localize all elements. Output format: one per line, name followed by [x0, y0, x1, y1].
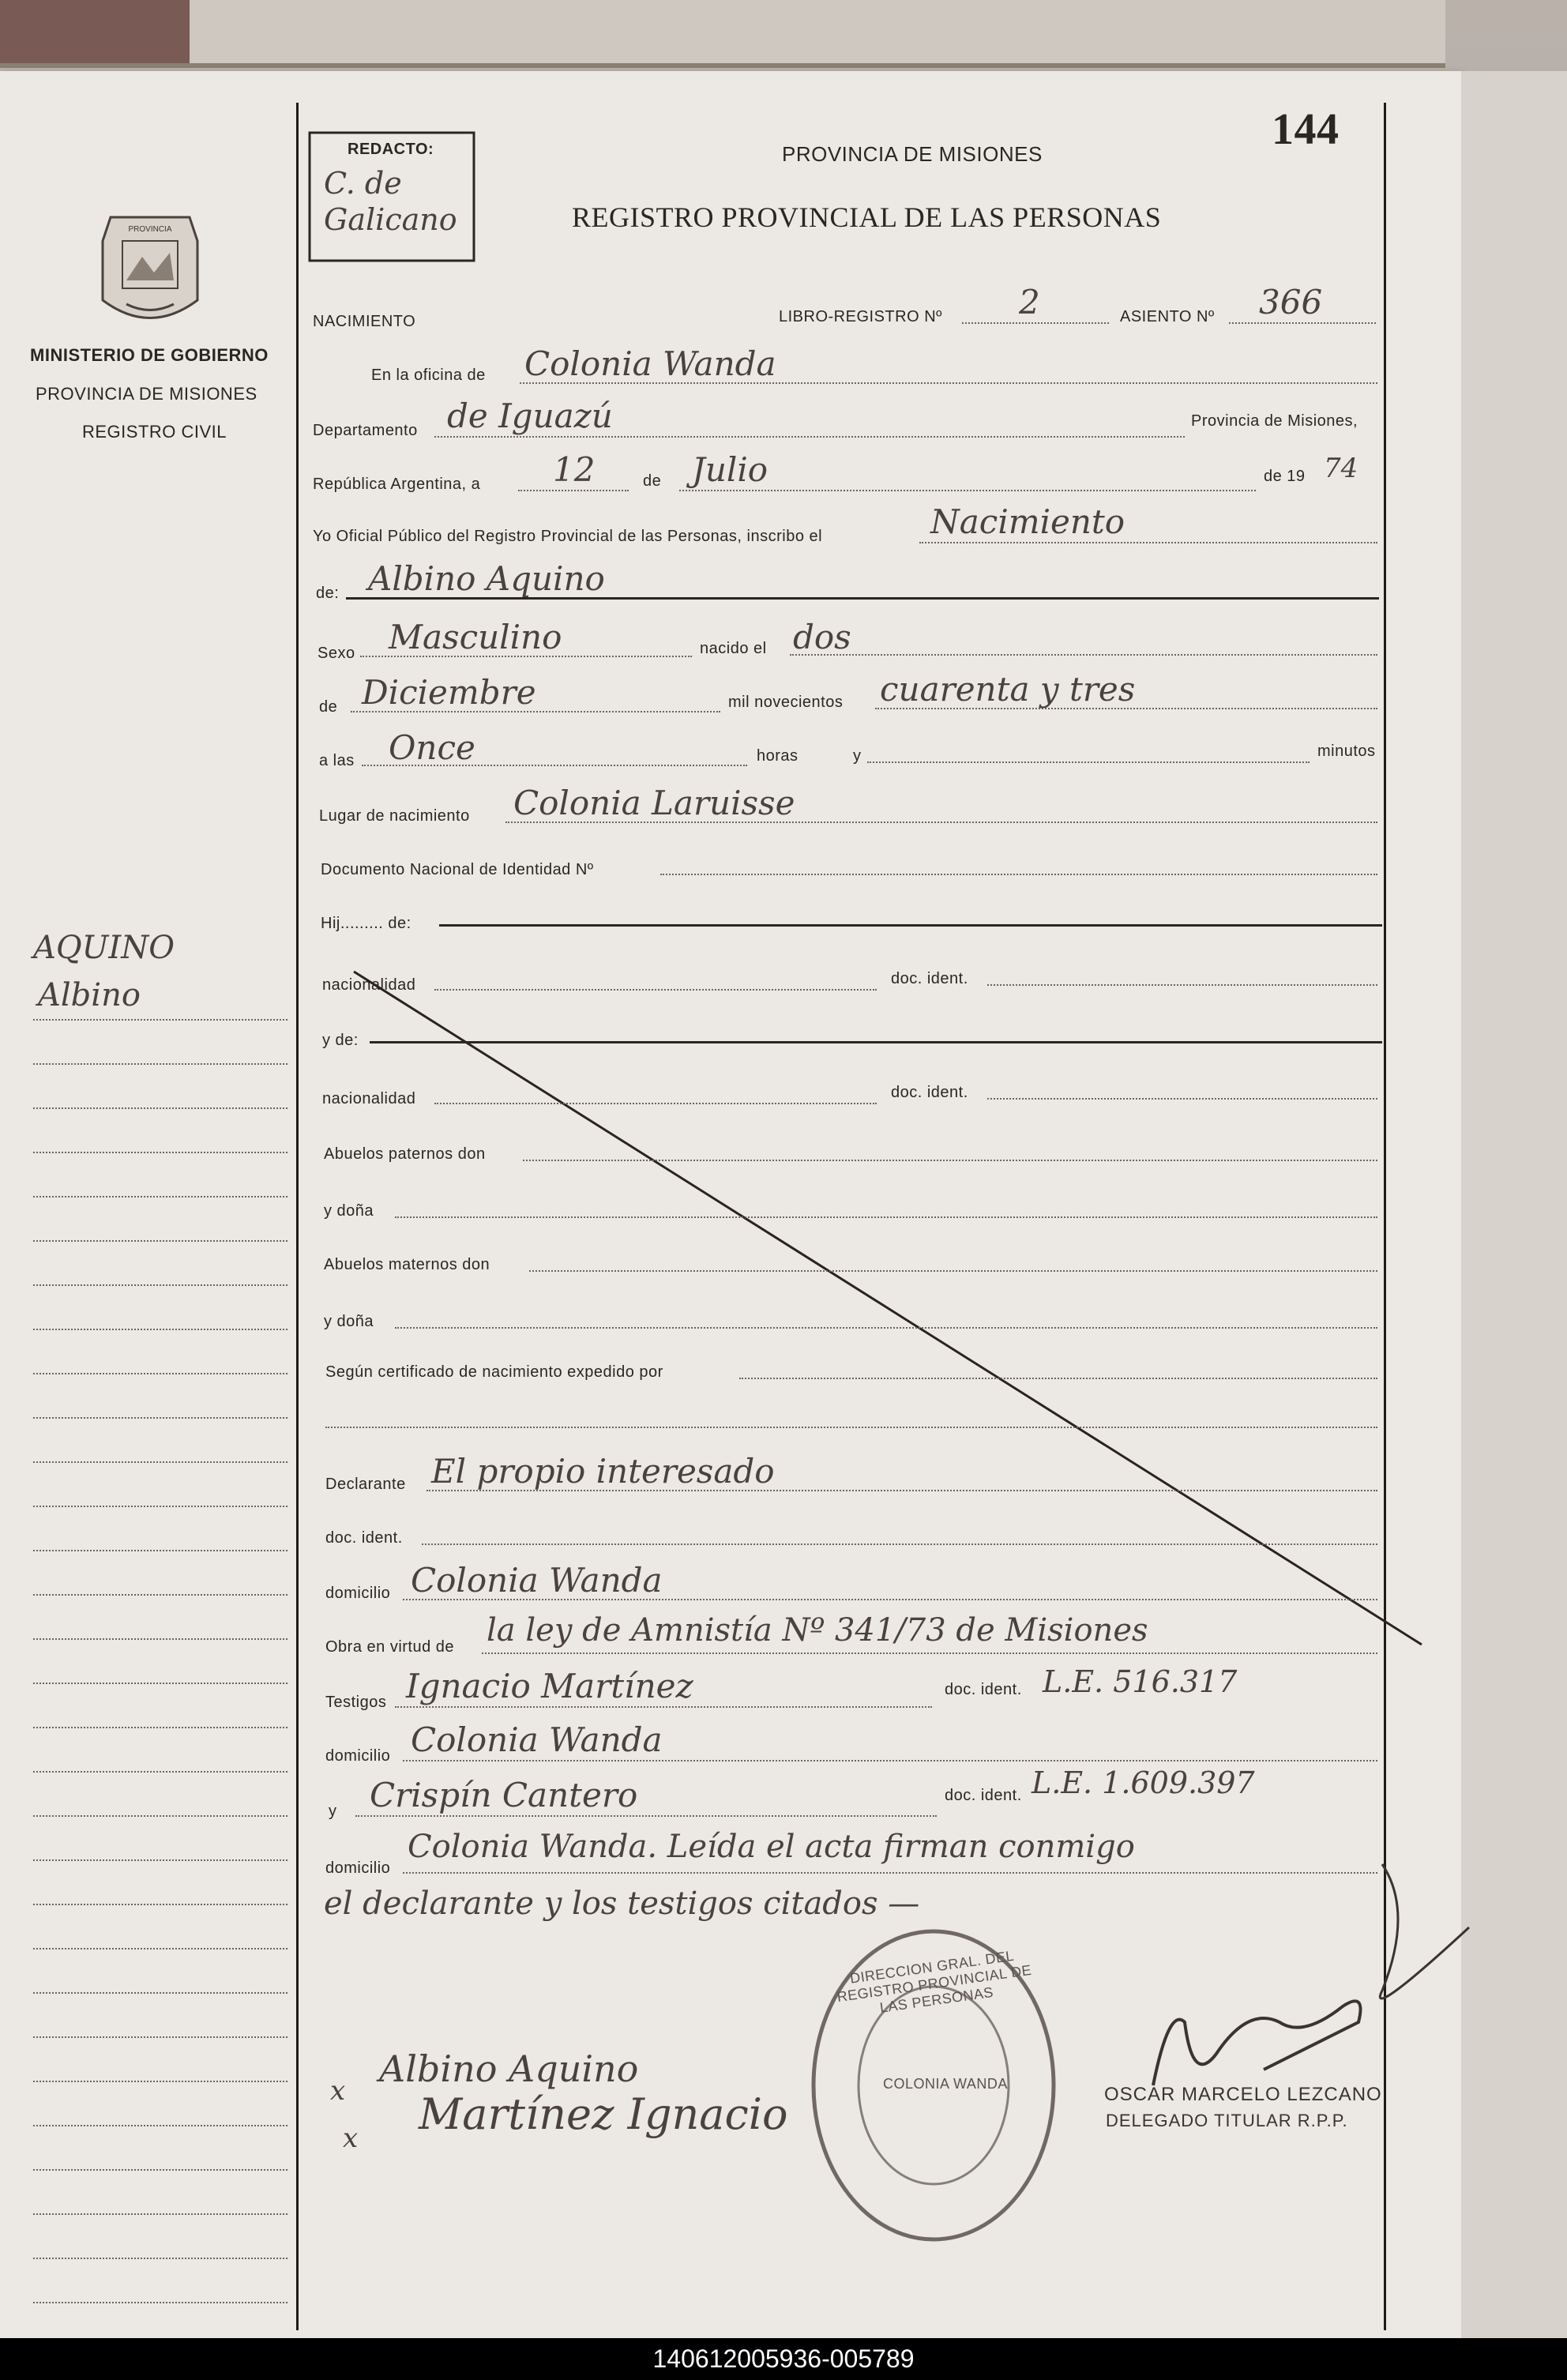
hij-label: Hij......... de:	[321, 915, 411, 932]
oficial-value: Nacimiento	[930, 502, 1125, 541]
sidebar-ruled-line	[33, 1992, 287, 1994]
sidebar-ruled-line	[33, 2302, 287, 2303]
y-dona2-line	[395, 1327, 1377, 1329]
abuelos-pat-label: Abuelos paternos don	[324, 1145, 486, 1163]
sidebar-ruled-line	[33, 1683, 287, 1684]
domicilio3-line	[403, 1872, 1377, 1874]
docident1-line	[987, 984, 1377, 986]
asiento-label: ASIENTO Nº	[1120, 308, 1215, 325]
declarante-label: Declarante	[325, 1476, 406, 1493]
sidebar-ruled-line	[33, 2081, 287, 2082]
nacido-value: dos	[793, 618, 851, 656]
y2-label: y	[329, 1803, 337, 1820]
departamento-value: de Iguazú	[447, 397, 613, 435]
hora-label: horas	[757, 747, 799, 765]
seal-text: DIRECCION GRAL. DEL REGISTRO PROVINCIAL DE LAS PERSONAS	[836, 1947, 1033, 2016]
sidebar-ruled-line	[33, 1461, 287, 1463]
signature-martinez: Martínez Ignacio	[419, 2089, 788, 2139]
abuelos-mat-label: Abuelos maternos don	[324, 1256, 490, 1273]
sidebar-ruled-line	[33, 1550, 287, 1551]
libro-value: 2	[1019, 283, 1040, 321]
sidebar-ruled-line	[33, 2169, 287, 2171]
docident4-label: doc. ident.	[945, 1681, 1022, 1698]
docident1-label: doc. ident.	[891, 970, 968, 987]
sig1-mark: x	[330, 2075, 346, 2107]
sidebar-ruled-line	[33, 1594, 287, 1596]
a-las-label: a las	[319, 752, 355, 769]
nacido-label: nacido el	[700, 640, 767, 657]
redacto-value: C. de Galicano	[324, 166, 457, 237]
y-dona1-label: y doña	[324, 1202, 374, 1220]
testigo2-line	[355, 1815, 937, 1817]
dni-label: Documento Nacional de Identidad Nº	[321, 861, 594, 878]
testigo1-value: Ignacio Martínez	[406, 1667, 693, 1705]
nacionalidad1-line	[434, 989, 877, 991]
sidebar-ruled-line	[33, 1373, 287, 1374]
sidebar-ruled-line	[33, 1638, 287, 1640]
margin-name: Albino	[38, 977, 141, 1013]
testigo1-doc: L.E. 516.317	[1043, 1664, 1238, 1699]
hij-line	[439, 924, 1382, 927]
asiento-value: 366	[1259, 283, 1323, 321]
sidebar-ruled-line	[33, 1948, 287, 1949]
continuation-value: el declarante y los testigos citados —	[324, 1886, 920, 1922]
sidebar-ruled-line	[33, 2125, 287, 2126]
oficina-label: En la oficina de	[371, 367, 486, 384]
obra-value: la ley de Amnistía Nº 341/73 de Misiones	[487, 1612, 1148, 1649]
dia-line	[518, 490, 629, 491]
de-persona-label: de:	[316, 585, 340, 602]
sidebar-ruled-line	[33, 2258, 287, 2259]
domicilio3-label: domicilio	[325, 1859, 391, 1877]
sidebar-ruled-line	[33, 1284, 287, 1286]
domicilio2-label: domicilio	[325, 1747, 391, 1765]
docident2-line	[987, 1098, 1377, 1100]
departamento-line	[434, 436, 1185, 438]
nac-anio-value: cuarenta y tres	[880, 670, 1136, 709]
testigo2-value: Crispín Cantero	[370, 1776, 638, 1814]
domicilio3-value: Colonia Wanda. Leída el acta firman conmigo	[408, 1829, 1135, 1865]
mil-label: mil novecientos	[728, 694, 844, 711]
minutos-line	[867, 761, 1310, 763]
libro-label: LIBRO-REGISTRO Nº	[779, 308, 942, 325]
sidebar-ruled-line	[33, 1771, 287, 1773]
segun-label: Según certificado de nacimiento expedido por	[325, 1363, 663, 1381]
sidebar-ruled-line	[33, 1727, 287, 1728]
svg-text:PROVINCIA: PROVINCIA	[128, 225, 172, 234]
signature-flourish	[1380, 1864, 1469, 1998]
nac-mes-value: Diciembre	[362, 673, 536, 712]
mes-value: Julio	[692, 450, 768, 489]
y-dona2-label: y doña	[324, 1313, 374, 1330]
obra-label: Obra en virtud de	[325, 1638, 455, 1656]
lugar-label: Lugar de nacimiento	[319, 807, 470, 825]
registry-label: REGISTRO CIVIL	[82, 422, 227, 442]
domicilio1-value: Colonia Wanda	[411, 1561, 663, 1600]
seal-inner-text: COLONIA WANDA	[883, 2076, 1008, 2092]
redacto-label: REDACTO:	[348, 141, 434, 158]
nacionalidad2-line	[434, 1103, 877, 1104]
margin-surname: AQUINO	[33, 930, 175, 966]
abuelos-mat-line	[529, 1270, 1377, 1272]
hora-value: Once	[389, 728, 475, 767]
segun-line-2	[325, 1427, 1377, 1428]
sidebar-ruled-line	[33, 1859, 287, 1861]
province-heading: PROVINCIA DE MISIONES	[782, 142, 1043, 166]
testigos-label: Testigos	[325, 1694, 387, 1711]
oficial-label: Yo Oficial Público del Registro Provincial de las Personas, inscribo el	[313, 528, 823, 545]
docident3-label: doc. ident.	[325, 1529, 403, 1547]
nombre-value: Albino Aquino	[368, 559, 605, 598]
provincia-label: Provincia de Misiones,	[1191, 412, 1358, 430]
y-de-label: y de:	[322, 1032, 359, 1049]
sidebar-ruled-line	[33, 1107, 287, 1109]
sig2-mark: x	[343, 2122, 359, 2154]
oficina-value: Colonia Wanda	[524, 344, 776, 383]
docident5-label: doc. ident.	[945, 1787, 1022, 1804]
sidebar-ruled-line	[33, 1417, 287, 1419]
section-label: NACIMIENTO	[313, 313, 416, 330]
sidebar-ruled-line	[33, 1063, 287, 1065]
obra-line	[482, 1652, 1377, 1654]
sexo-value: Masculino	[389, 618, 562, 656]
footer-code: 140612005936-005789	[652, 2344, 915, 2373]
de-mes-label: de	[319, 698, 338, 716]
signature-aquino: Albino Aquino	[379, 2047, 639, 2090]
dni-line	[660, 874, 1377, 875]
sidebar-ruled-line	[33, 1506, 287, 1507]
sidebar-ruled-line	[33, 1240, 287, 1242]
departamento-label: Departamento	[313, 422, 418, 439]
de-label: de	[643, 472, 662, 490]
official-name: OSCAR MARCELO LEZCANO	[1104, 2084, 1382, 2105]
domicilio2-value: Colonia Wanda	[411, 1720, 663, 1759]
docident2-label: doc. ident.	[891, 1084, 968, 1101]
abuelos-pat-line	[523, 1160, 1377, 1161]
lugar-value: Colonia Laruisse	[513, 784, 795, 822]
testigo2-doc: L.E. 1.609.397	[1032, 1765, 1255, 1800]
y-de-line	[370, 1041, 1382, 1043]
official-title: DELEGADO TITULAR R.P.P.	[1106, 2111, 1348, 2130]
sidebar-ruled-line	[33, 2213, 287, 2215]
sidebar-ruled-line	[33, 1152, 287, 1153]
sidebar-ruled-line	[33, 1019, 287, 1021]
sidebar-ruled-line	[33, 2036, 287, 2038]
sidebar-ruled-line	[33, 1329, 287, 1330]
nacionalidad1-label: nacionalidad	[322, 976, 416, 994]
mes-line	[679, 490, 1256, 491]
domicilio1-label: domicilio	[325, 1585, 391, 1602]
sexo-label: Sexo	[318, 645, 355, 662]
libro-line	[962, 322, 1109, 324]
docident3-line	[422, 1543, 1377, 1545]
declarante-value: El propio interesado	[431, 1452, 775, 1491]
sidebar-ruled-line	[33, 1196, 287, 1198]
asiento-line	[1229, 322, 1376, 324]
anio-label: de 19	[1264, 468, 1306, 485]
nacionalidad2-label: nacionalidad	[322, 1090, 416, 1107]
ministry-label: MINISTERIO DE GOBIERNO	[30, 345, 269, 365]
anio-value: 74	[1324, 453, 1358, 484]
segun-line	[739, 1378, 1377, 1379]
page-title: REGISTRO PROVINCIAL DE LAS PERSONAS	[572, 201, 1162, 233]
nacido-line	[790, 654, 1377, 656]
republica-label: República Argentina, a	[313, 476, 481, 493]
y-dona1-line	[395, 1216, 1377, 1218]
sidebar-ruled-line	[33, 1904, 287, 1905]
province-label: PROVINCIA DE MISIONES	[36, 384, 257, 404]
sidebar-ruled-line	[33, 1815, 287, 1817]
domicilio2-line	[403, 1760, 1377, 1762]
official-signature-icon	[1153, 2001, 1361, 2085]
page-number: 144	[1272, 105, 1340, 154]
testigo1-line	[395, 1706, 932, 1708]
dia-value: 12	[553, 450, 596, 489]
oficial-line	[919, 542, 1377, 543]
coat-of-arms-icon	[103, 217, 197, 318]
minutos-label: minutos	[1317, 743, 1376, 760]
y-label: y	[853, 747, 862, 765]
